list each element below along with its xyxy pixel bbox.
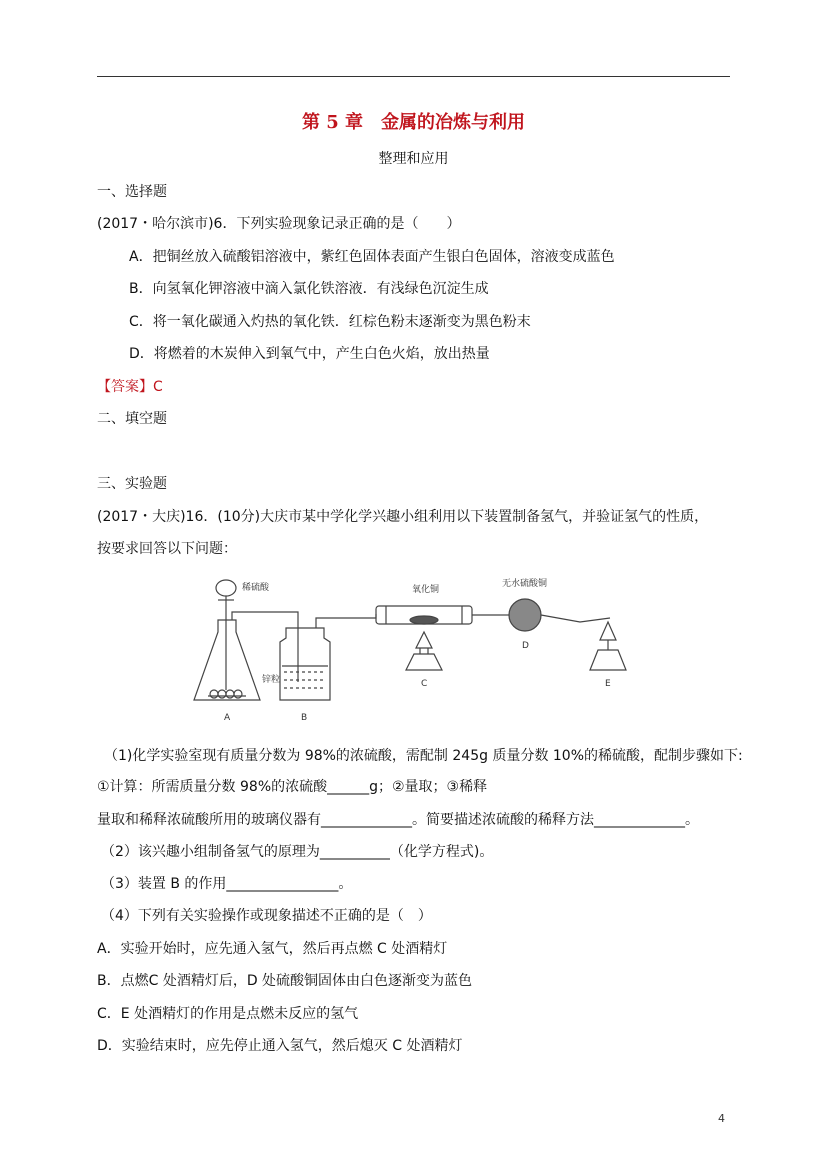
question-16-part1-line3: 量取和稀释浓硫酸所用的玻璃仪器有_____________。简要描述浓硫酸的稀释方法_____________。: [97, 812, 699, 828]
label-zinc: 锌粒: [262, 675, 281, 685]
question-16-part4-option-c: C．E 处酒精灯的作用是点燃未反应的氢气: [97, 1006, 359, 1022]
answer-value: C: [153, 379, 163, 395]
label-e: E: [605, 679, 611, 689]
lamp-e: [590, 622, 626, 670]
section-subtitle: 整理和应用: [378, 151, 449, 167]
question-16-part4-option-a: A．实验开始时，应先通入氢气，然后再点燃 C 处酒精灯: [97, 941, 448, 957]
question-16-part4-option-d: D．实验结束时，应先停止通入氢气，然后熄灭 C 处酒精灯: [97, 1038, 463, 1054]
combustion-tube-c: [376, 606, 500, 670]
section-heading-experiment: 三、实验题: [97, 476, 167, 492]
label-c: C: [421, 679, 428, 689]
question-16-part3: （3）装置 B 的作用________________。: [101, 876, 353, 892]
question-6-answer: [97, 377, 163, 397]
label-acid: 稀硫酸: [242, 583, 270, 593]
label-b: B: [301, 713, 308, 723]
question-6-option-d: D．将燃着的木炭伸入到氧气中，产生白色火焰，放出热量: [129, 346, 490, 362]
page-number: 4: [718, 1112, 725, 1125]
apparatus-diagram: [180, 570, 650, 730]
apparatus-figure: [180, 570, 650, 730]
section-heading-choice: 一、选择题: [97, 184, 167, 200]
question-16-part1-line2: ①计算：所需质量分数 98%的浓硫酸______g；②量取；③稀释: [97, 779, 488, 795]
question-16-part1-line1: （1)化学实验室现有质量分数为 98%的浓硫酸，需配制 245g 质量分数 10%的稀硫酸，配制步骤如下:: [104, 748, 743, 764]
drying-bulb-d: [500, 599, 610, 631]
question-16-part4-option-b: B．点燃C 处酒精灯后，D 处硫酸铜固体由白色逐渐变为蓝色: [97, 973, 473, 989]
label-copper-oxide: 氧化铜: [412, 585, 440, 595]
header-rule: [97, 76, 730, 77]
question-6-option-b: B．向氢氧化钾溶液中滴入氯化铁溶液．有浅绿色沉淀生成: [129, 281, 489, 297]
question-6-option-c: C．将一氧化碳通入灼热的氧化铁．红棕色粉末逐渐变为黑色粉末: [129, 314, 531, 330]
label-d: D: [522, 641, 529, 651]
section-heading-fill: 二、填空题: [97, 411, 167, 427]
question-6-option-a: A．把铜丝放入硫酸铝溶液中，紫红色固体表面产生银白色固体，溶液变成蓝色: [129, 249, 615, 265]
label-a: A: [224, 713, 231, 723]
chapter-title: 第 5 章 金属的冶炼与利用: [301, 112, 526, 133]
question-16-stem-line2: 按要求回答以下问题：: [97, 541, 237, 557]
question-16-part4: （4）下列有关实验操作或现象描述不正确的是（ ）: [101, 908, 432, 924]
answer-label: 【答案】: [97, 379, 153, 395]
question-16-part2: （2）该兴趣小组制备氢气的原理为__________（化学方程式)。: [101, 844, 494, 860]
bottle-b: [280, 614, 376, 700]
question-16-stem-line1: (2017・大庆)16．(10分)大庆市某中学化学兴趣小组利用以下装置制备氢气，并验证氢气的性质，: [97, 509, 709, 525]
question-6-stem: (2017・哈尔滨市)6．下列实验现象记录正确的是（ ）: [97, 216, 461, 232]
label-anhydrous-cuso4: 无水硫酸铜: [502, 579, 548, 589]
